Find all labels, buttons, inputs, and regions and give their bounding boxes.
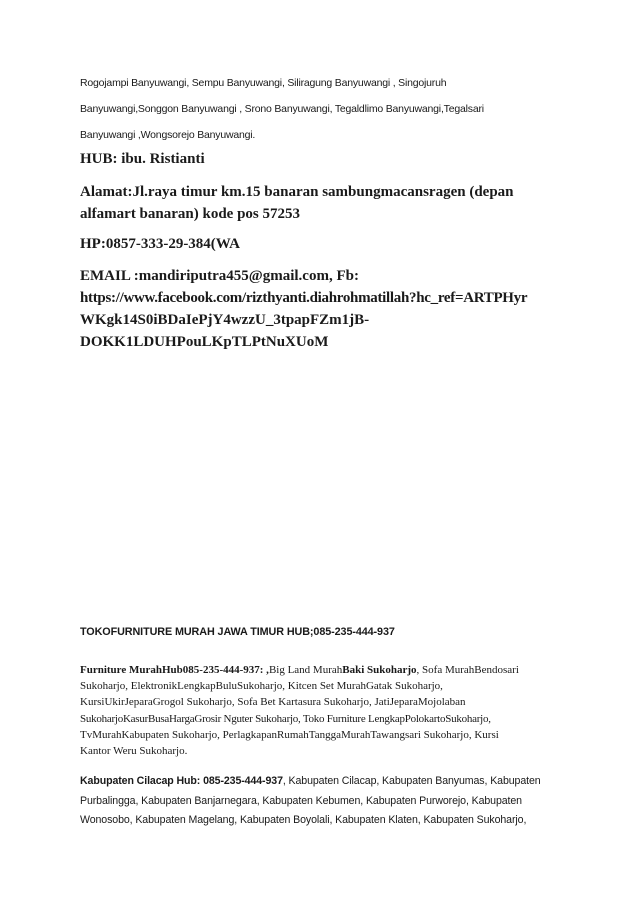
- intro-line-2: Banyuwangi,Songgon Banyuwangi , Srono Banyuwangi, Tegaldlimo Banyuwangi,Tegalsari: [80, 103, 484, 115]
- toko-furniture-heading: TOKOFURNITURE MURAH JAWA TIMUR HUB;085-235-444-937: [80, 626, 395, 638]
- address: [80, 181, 570, 225]
- facebook-url-line-1: https://www.facebook.com/rizthyanti.diahrohmatillah?hc_ref=ARTPHyr: [80, 290, 528, 306]
- furniture-line-4: SukoharjoKasurBusaHargaGrosir Nguter Sukoharjo, Toko Furniture LengkapPolokartoSukoharjo,: [80, 712, 491, 725]
- address-line-1: Alamat:Jl.raya timur km.15 banaran sambungmacansragen (depan: [80, 184, 514, 200]
- email-line: EMAIL :mandiriputra455@gmail.com, Fb:: [80, 268, 359, 284]
- hub-heading: HUB: ibu. Ristianti: [80, 151, 205, 167]
- intro-line-1: Rogojampi Banyuwangi, Sempu Banyuwangi, Siliragung Banyuwangi , Singojuruh: [80, 77, 447, 89]
- cilacap-line-1: [80, 772, 580, 792]
- intro-paragraph: [80, 70, 570, 148]
- furniture-line-1: [80, 662, 580, 678]
- address-line-2: alfamart banaran) kode pos 57253: [80, 206, 301, 222]
- cilacap-text: , Kabupaten Cilacap, Kabupaten Banyumas, Kabupaten: [282, 775, 541, 787]
- cilacap-paragraph: [80, 772, 580, 831]
- furniture-lead: Furniture MurahHub085-235-444-937: ,: [80, 664, 269, 676]
- cilacap-line-2: Purbalingga, Kabupaten Banjarnegara, Kabupaten Kebumen, Kabupaten Purworejo, Kabupaten: [80, 794, 522, 807]
- furniture-line-2: Sukoharjo, ElektronikLengkapBuluSukoharjo, Kitcen Set MurahGatak Sukoharjo,: [80, 680, 443, 693]
- furniture-paragraph: [80, 662, 580, 759]
- furniture-line-6: Kantor Weru Sukoharjo.: [80, 745, 188, 758]
- intro-line-3: Banyuwangi ,Wongsorejo Banyuwangi.: [80, 129, 256, 141]
- furniture-text-a: Big Land Murah: [268, 664, 343, 676]
- furniture-line-3: KursiUkirJeparaGrogol Sukoharjo, Sofa Bet Kartasura Sukoharjo, JatiJeparaMojolaban: [80, 696, 466, 709]
- facebook-url-line-2: WKgk14S0iBDaIePjY4wzzU_3tpapFZm1jB-: [80, 312, 370, 328]
- email-facebook: [80, 265, 570, 353]
- furniture-bold-place: Baki Sukoharjo: [342, 664, 417, 676]
- phone: HP:0857-333-29-384(WA: [80, 236, 240, 252]
- facebook-url-line-3: DOKK1LDUHPouLKpTLPtNuXUoM: [80, 334, 329, 350]
- furniture-text-b: , Sofa MurahBendosari: [416, 664, 519, 676]
- furniture-line-5: TvMurahKabupaten Sukoharjo, PerlagkapanRumahTanggaMurahTawangsari Sukoharjo, Kursi: [80, 728, 499, 741]
- cilacap-line-3: Wonosobo, Kabupaten Magelang, Kabupaten Boyolali, Kabupaten Klaten, Kabupaten Sukoharjo,: [80, 814, 527, 826]
- cilacap-lead: Kabupaten Cilacap Hub: 085-235-444-937: [80, 775, 283, 787]
